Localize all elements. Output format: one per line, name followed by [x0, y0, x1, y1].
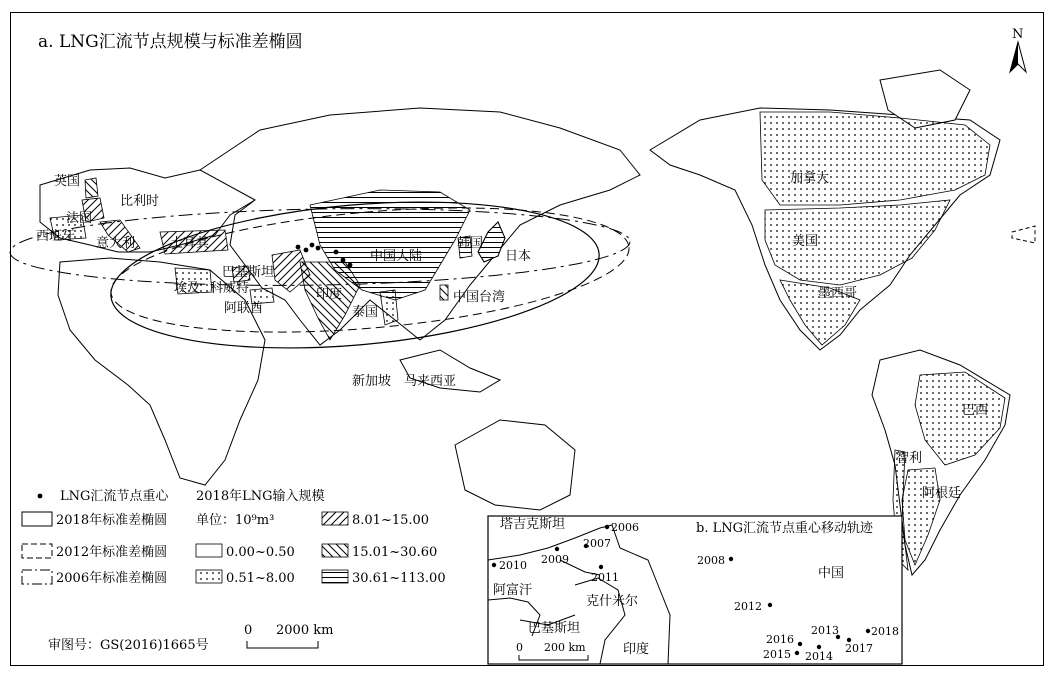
legend-class-3-symbol [322, 512, 348, 525]
year-label-2011: 2011 [591, 571, 619, 584]
label-kuwait: 科威特 [210, 281, 250, 296]
year-label-2016: 2016 [766, 633, 794, 646]
scale-bar [244, 623, 333, 648]
scale-bar-line [247, 641, 318, 648]
centroid-point [310, 243, 315, 248]
centroid-point [348, 263, 353, 268]
label-spain: 西班牙 [36, 229, 76, 244]
year-label-2018: 2018 [871, 625, 899, 638]
legend-ellipse-2018-symbol [22, 512, 52, 526]
legend-ellipse-2006-symbol [22, 570, 52, 584]
inset-title: b. LNG汇流节点重心移动轨迹 [696, 521, 873, 536]
label-japan: 日本 [505, 249, 532, 264]
legend-centroid-label: LNG汇流节点重心 [60, 489, 169, 504]
year-point-2009 [555, 547, 559, 551]
label-turkey: 土耳其 [170, 236, 210, 251]
label-belgium: 比利时 [120, 194, 160, 209]
label-uk: 英国 [54, 174, 81, 189]
label-mexico: 墨西哥 [818, 286, 858, 301]
legend-ellipse-2012-label: 2012年标准差椭圆 [56, 545, 168, 560]
year-point-2015 [795, 651, 799, 655]
inset-label-pakistan: 巴基斯坦 [528, 621, 581, 636]
legend-class-3-label: 8.01~15.00 [352, 513, 430, 528]
year-label-2010: 2010 [499, 559, 527, 572]
legend [22, 488, 446, 586]
year-label-2014: 2014 [805, 650, 833, 663]
centroid-point [341, 258, 346, 263]
centroid-point [296, 245, 301, 250]
fill-taiwan [440, 285, 448, 300]
year-label-2017: 2017 [845, 642, 873, 655]
fill-uk [85, 178, 98, 198]
inset-label-kashmir: 克什米尔 [586, 594, 639, 609]
year-label-2009: 2009 [541, 553, 569, 566]
legend-class-1-symbol [196, 544, 222, 557]
legend-unit: 单位：10⁹m³ [196, 513, 275, 528]
north-arrow [1010, 27, 1026, 72]
legend-class-5-symbol [322, 570, 348, 583]
ellipse-2006-wrap [1012, 226, 1035, 243]
year-point-2010 [492, 563, 496, 567]
year-point-2006 [605, 525, 609, 529]
inset-scale-label: 200 km [544, 641, 586, 654]
label-canada: 加拿大 [790, 171, 830, 186]
legend-import-title: 2018年LNG输入规模 [196, 489, 325, 504]
year-label-2008: 2008 [697, 554, 725, 567]
legend-class-4-label: 15.01~30.60 [352, 545, 438, 560]
centroid-point [304, 248, 309, 253]
year-point-2014 [817, 645, 821, 649]
north-label: N [1012, 27, 1024, 42]
label-malaysia: 马来西亚 [404, 374, 457, 389]
label-pakistan: 巴基斯坦 [222, 265, 275, 280]
year-point-2011 [599, 565, 603, 569]
centroid-point [334, 250, 339, 255]
label-chile: 智利 [896, 451, 923, 466]
inset-scale-zero: 0 [516, 641, 523, 654]
legend-ellipse-2012-symbol [22, 544, 52, 558]
inset-map [488, 516, 902, 664]
inset-label-india: 印度 [623, 642, 650, 657]
legend-class-1-label: 0.00~0.50 [226, 545, 295, 560]
label-italy: 意大利 [96, 236, 136, 251]
legend-ellipse-2018-label: 2018年标准差椭圆 [56, 513, 168, 528]
map-title: a. LNG汇流节点规模与标准差椭圆 [38, 32, 303, 52]
label-france: 法国 [66, 211, 93, 226]
scale-bar-label: 2000 km [276, 623, 334, 638]
inset-label-tajikistan: 塔吉克斯坦 [500, 517, 566, 532]
label-singapore: 新加坡 [352, 374, 392, 389]
label-india: 印度 [316, 287, 343, 302]
legend-class-4-symbol [322, 544, 348, 557]
label-korea: 韩国 [457, 236, 484, 251]
label-usa: 美国 [792, 234, 819, 249]
year-label-2006: 2006 [611, 521, 639, 534]
label-uae: 阿联酋 [224, 301, 264, 316]
scale-bar-zero: 0 [244, 623, 253, 638]
legend-ellipse-2006-label: 2006年标准差椭圆 [56, 571, 168, 586]
label-taiwan: 中国台湾 [453, 290, 506, 305]
year-label-2007: 2007 [583, 537, 611, 550]
label-thailand: 泰国 [352, 305, 379, 320]
label-brazil: 巴西 [962, 403, 989, 418]
legend-class-2-symbol [196, 570, 222, 583]
year-label-2015: 2015 [763, 648, 791, 661]
label-argentina: 阿根廷 [922, 486, 962, 501]
centroid-point [316, 246, 321, 251]
label-china-mainland: 中国大陆 [370, 249, 423, 264]
year-label-2013: 2013 [811, 624, 839, 637]
review-number: 审图号：GS(2016)1665号 [48, 638, 209, 653]
year-point-2012 [768, 603, 772, 607]
legend-class-2-label: 0.51~8.00 [226, 571, 295, 586]
legend-centroid-symbol [38, 494, 43, 499]
inset-label-china: 中国 [818, 566, 845, 581]
inset-label-afghanistan: 阿富汗 [493, 583, 533, 598]
land-australia [455, 420, 575, 510]
year-point-2018 [866, 629, 870, 633]
year-label-2012: 2012 [734, 600, 762, 613]
label-egypt: 埃及 [174, 281, 201, 296]
year-point-2008 [729, 557, 733, 561]
year-point-2016 [798, 642, 802, 646]
legend-class-5-label: 30.61~113.00 [352, 571, 446, 586]
